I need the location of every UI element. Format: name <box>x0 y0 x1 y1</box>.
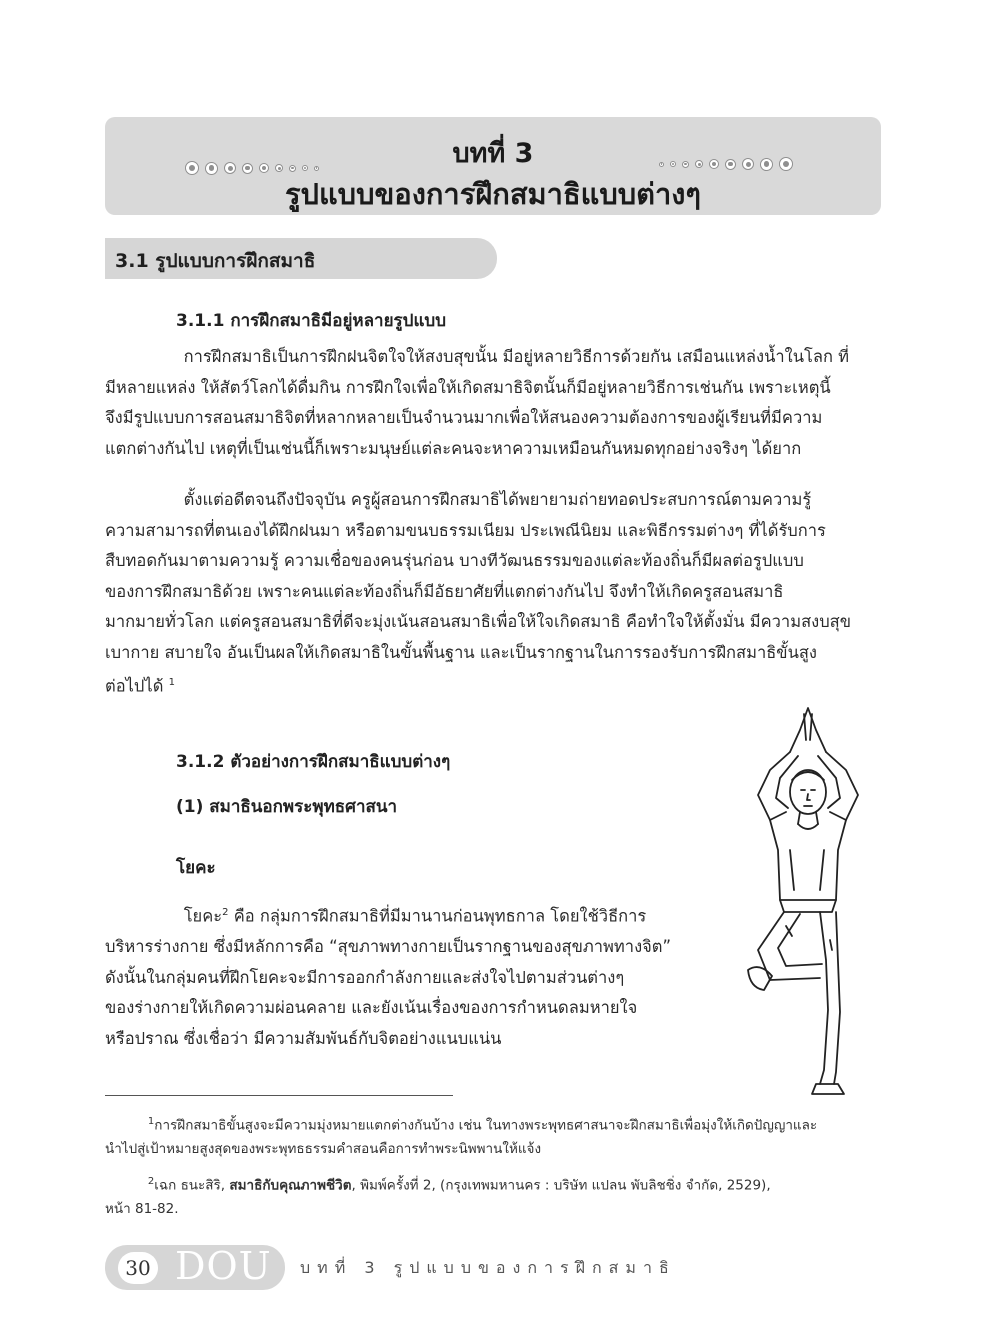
chapter-title: รูปแบบของการฝึกสมาธิแบบต่างๆ <box>284 177 702 211</box>
subsection-heading-3-1-2: 3.1.2 ตัวอย่างการฝึกสมาธิแบบต่างๆ <box>176 752 451 772</box>
text-line: ตั้งแต่อดีตจนถึงปัจจุบัน ครูผู้สอนการฝึกสมาธิได้พยายามถ่ายทอดประสบการณ์ตามความรู้ <box>105 490 812 509</box>
text-line: ของร่างกายให้เกิดความผ่อนคลาย และยังเน้นเรื่องของการกำหนดลมหายใจ <box>105 998 638 1017</box>
text-line: เบากาย สบายใจ อันเป็นผลให้เกิดสมาธิในขั้นพื้นฐาน และเป็นรากฐานในการรองรับการฝึกสมาธิขั้นสูง <box>105 642 817 662</box>
text-line <box>105 898 693 932</box>
text-line: หรือปราณ ซึ่งเชื่อว่า มีความสัมพันธ์กับจิตอย่างแนบแน่น <box>105 1028 502 1048</box>
chapter-number: บทที่ 3 <box>452 138 534 169</box>
text-line: ดังนั้นในกลุ่มคนที่ฝึกโยคะจะมีการออกกำลังกายและส่งใจไปตามส่วนต่างๆ <box>105 967 625 987</box>
footnote-1 <box>105 1110 881 1161</box>
brand-logo: DOU <box>175 1244 272 1288</box>
text-line: จึงมีรูปแบบการสอนสมาธิจิตที่หลากหลายเป็นจำนวนมากเพื่อให้สนองความต้องการของผู้เรียนที่มีความ <box>105 408 823 427</box>
text-fragment: การฝึกสมาธิขั้นสูงจะมีความมุ่งหมายแตกต่างกันบ้าง เช่น ในทางพระพุทธศาสนาจะฝึกสมาธิเพื่อมุ่งให้เกิดปัญญาและ <box>154 1117 818 1134</box>
yoga-tree-pose-illustration <box>720 700 900 1100</box>
footnote-line: นำไปสู่เป้าหมายสูงสุดของพระพุทธธรรมคำสอนคือการทำพระนิพพานให้แจ้ง <box>105 1140 542 1157</box>
text-fragment: คือ กลุ่มการฝึกสมาธิที่มีมานานก่อนพุทธกาล โดยใช้วิธีการ <box>228 906 647 926</box>
text-line: บริหารร่างกาย ซึ่งมีหลักการคือ “สุขภาพทางกายเป็นรากฐานของสุขภาพทางจิต” <box>105 937 672 956</box>
chapter-header <box>105 117 881 215</box>
footnote-number: 1 <box>147 1116 155 1127</box>
running-title: บทที่ 3 รูปแบบของการฝึกสมาธิ <box>300 1258 676 1277</box>
decorative-dots-right <box>659 157 793 171</box>
topic-heading-yoga: โยคะ <box>176 858 216 878</box>
text-line: มีหลายแหล่ง ให้สัตว์โลกได้ดื่มกิน การฝึกใจเพื่อให้เกิดสมาธิจิตนั้นก็มีอยู่หลายวิธีการเช่นกัน เพราะเหตุนี้ <box>105 377 831 397</box>
paragraph-yoga <box>105 898 693 1054</box>
subsection-heading-3-1-1: 3.1.1 การฝึกสมาธิมีอยู่หลายรูปแบบ <box>176 311 447 331</box>
footnote-line <box>105 1170 881 1198</box>
footnote-line: หน้า 81-82. <box>105 1200 179 1217</box>
text-line: มากมายทั่วโลก แต่ครูสอนสมาธิที่ดีจะมุ่งเน้นสอนสมาธิเพื่อให้ใจเกิดสมาธิ คือทำใจให้ตั้งมั่น มีความสงบสุข <box>105 612 852 631</box>
text-fragment: ต่อไปได้ <box>105 676 164 696</box>
footnote-2 <box>105 1170 881 1221</box>
text-fragment: , พิมพ์ครั้งที่ 2, (กรุงเทพมหานคร : บริษัท แปลน พับลิชชิ่ง จำกัด, 2529), <box>351 1177 771 1194</box>
section-header <box>105 238 497 279</box>
text-fragment: โยคะ <box>183 906 223 926</box>
text-line: การฝึกสมาธิเป็นการฝึกฝนจิตใจให้สงบสุขนั้น มีอยู่หลายวิธีการด้วยกัน เสมือนแหล่งน้ำในโลก ที่ <box>105 347 850 366</box>
paragraph-2 <box>105 485 881 702</box>
paragraph-1 <box>105 342 881 464</box>
text-line: ของการฝึกสมาธิด้วย เพราะคนแต่ละท้องถิ่นก็มีอัธยาศัยที่แตกต่างกันไป จึงทำให้เกิดครูสอนสมาธิ <box>105 581 784 601</box>
footnote-ref-1[interactable]: 1 <box>168 677 176 688</box>
footnote-ref-2[interactable]: 2 <box>222 907 229 918</box>
footnote-number: 2 <box>147 1176 155 1187</box>
book-title: สมาธิกับคุณภาพชีวิต <box>229 1177 352 1194</box>
text-line <box>105 668 881 702</box>
page-number: 30 <box>118 1252 158 1284</box>
footnote-line <box>105 1110 881 1138</box>
footnote-divider <box>105 1095 453 1096</box>
decorative-dots-left <box>185 161 319 175</box>
text-line: ความสามารถที่ตนเองได้ฝึกฝนมา หรือตามขนบธรรมเนียม ประเพณีนิยม และพิธีกรรมต่างๆ ที่ได้รับการ <box>105 520 826 540</box>
text-fragment: เฉก ธนะสิริ, <box>154 1177 230 1194</box>
subheading-outside-buddhism: (1) สมาธินอกพระพุทธศาสนา <box>176 797 398 817</box>
text-line: แตกต่างกันไป เหตุที่เป็นเช่นนี้ก็เพราะมนุษย์แต่ละคนจะหาความเหมือนกันหมดทุกอย่างจริงๆ ได้ยาก <box>105 438 802 458</box>
section-title: 3.1 รูปแบบการฝึกสมาธิ <box>115 250 316 272</box>
text-line: สืบทอดกันมาตามความรู้ ความเชื่อของคนรุ่นก่อน บางทีวัฒนธรรมของแต่ละท้องถิ่นก็มีผลต่อรูปแบบ <box>105 551 804 570</box>
